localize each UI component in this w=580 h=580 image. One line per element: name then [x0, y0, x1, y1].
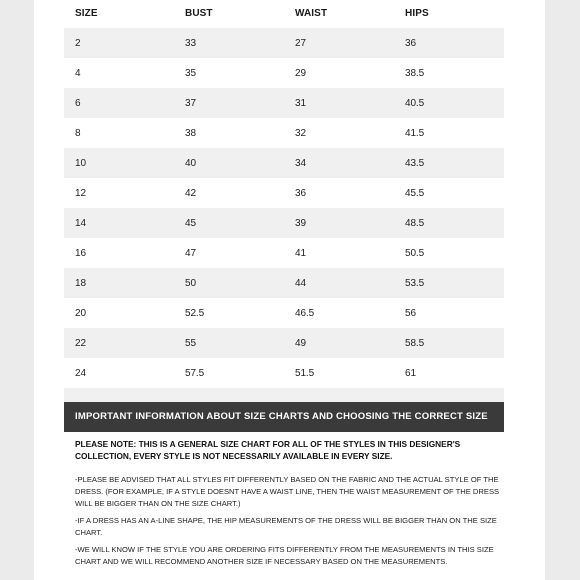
cell-bust: 38: [185, 128, 196, 139]
table-row: [64, 88, 504, 118]
cell-size: 22: [75, 338, 86, 349]
cell-waist: 27: [295, 38, 306, 49]
cell-waist: 41: [295, 248, 306, 259]
table-row: [64, 328, 504, 358]
cell-size: 18: [75, 278, 86, 289]
cell-hips: 56: [405, 308, 416, 319]
cell-size: 4: [75, 68, 81, 79]
cell-waist: 39: [295, 218, 306, 229]
header-hips: HIPS: [405, 8, 429, 19]
cell-size: 20: [75, 308, 86, 319]
table-row: [64, 298, 504, 328]
table-row: [64, 238, 504, 268]
cell-size: 12: [75, 188, 86, 199]
cell-hips: 36: [405, 38, 416, 49]
cell-bust: 37: [185, 98, 196, 109]
cell-hips: 38.5: [405, 68, 425, 79]
info-title: IMPORTANT INFORMATION ABOUT SIZE CHARTS AND CHOOSING THE CORRECT SIZE: [75, 411, 488, 422]
cell-hips: 43.5: [405, 158, 425, 169]
table-row: [64, 208, 504, 238]
cell-bust: 45: [185, 218, 196, 229]
cell-hips: 58.5: [405, 338, 425, 349]
cell-hips: 41.5: [405, 128, 425, 139]
table-row: [64, 118, 504, 148]
table-spacer-row: [64, 388, 504, 402]
cell-waist: 32: [295, 128, 306, 139]
table-row: [64, 358, 504, 388]
cell-hips: 61: [405, 368, 416, 379]
cell-bust: 52.5: [185, 308, 205, 319]
header-size: SIZE: [75, 8, 98, 19]
table-header: [64, 0, 504, 28]
cell-size: 14: [75, 218, 86, 229]
cell-size: 24: [75, 368, 86, 379]
cell-bust: 42: [185, 188, 196, 199]
info-bar: [64, 402, 504, 432]
table-row: [64, 28, 504, 58]
cell-waist: 49: [295, 338, 306, 349]
cell-size: 2: [75, 38, 81, 49]
cell-hips: 50.5: [405, 248, 425, 259]
table-row: [64, 58, 504, 88]
cell-size: 8: [75, 128, 81, 139]
table-row: [64, 268, 504, 298]
table-row: [64, 178, 504, 208]
please-note-text: PLEASE NOTE: THIS IS A GENERAL SIZE CHART FOR ALL OF THE STYLES IN THIS DESIGNER'S COLLECTION, EVERY STYLE IS NOT NECESSARILY AVAILABLE IN EVERY SIZE.: [75, 439, 461, 461]
cell-size: 6: [75, 98, 81, 109]
cell-waist: 44: [295, 278, 306, 289]
cell-bust: 57.5: [185, 368, 205, 379]
recommendation-note-text: -WE WILL KNOW IF THE STYLE YOU ARE ORDERING FITS DIFFERENTLY FROM THE MEASUREMENTS IN THIS SIZE CHART AND WE WILL RECOMMEND ANOTHER SIZE IF NECESSARY BASED ON THE MEASUREMENTS.: [75, 545, 494, 566]
cell-size: 16: [75, 248, 86, 259]
cell-bust: 33: [185, 38, 196, 49]
a-line-note-text: -IF A DRESS HAS AN A-LINE SHAPE, THE HIP MEASUREMENTS OF THE DRESS WILL BE BIGGER THAN ON THE SIZE CHART.: [75, 516, 497, 537]
fit-note-text: -PLEASE BE ADVISED THAT ALL STYLES FIT DIFFERENTLY BASED ON THE FABRIC AND THE ACTUAL STYLE OF THE DRESS. (FOR EXAMPLE, IF A STYLE DOESNT HAVE A WAIST LINE, THEN THE WAIST MEASUREMENT OF THE DRESS WILL BE BIGGER THAN ON THE SIZE CHART.): [75, 475, 500, 508]
cell-bust: 35: [185, 68, 196, 79]
cell-bust: 47: [185, 248, 196, 259]
cell-waist: 51.5: [295, 368, 315, 379]
cell-hips: 48.5: [405, 218, 425, 229]
cell-waist: 29: [295, 68, 306, 79]
cell-waist: 46.5: [295, 308, 315, 319]
cell-hips: 45.5: [405, 188, 425, 199]
cell-bust: 40: [185, 158, 196, 169]
table-row: [64, 148, 504, 178]
cell-bust: 55: [185, 338, 196, 349]
cell-waist: 34: [295, 158, 306, 169]
cell-size: 10: [75, 158, 86, 169]
cell-bust: 50: [185, 278, 196, 289]
cell-waist: 31: [295, 98, 306, 109]
cell-hips: 40.5: [405, 98, 425, 109]
cell-waist: 36: [295, 188, 306, 199]
header-waist: WAIST: [295, 8, 328, 19]
cell-hips: 53.5: [405, 278, 425, 289]
header-bust: BUST: [185, 8, 213, 19]
